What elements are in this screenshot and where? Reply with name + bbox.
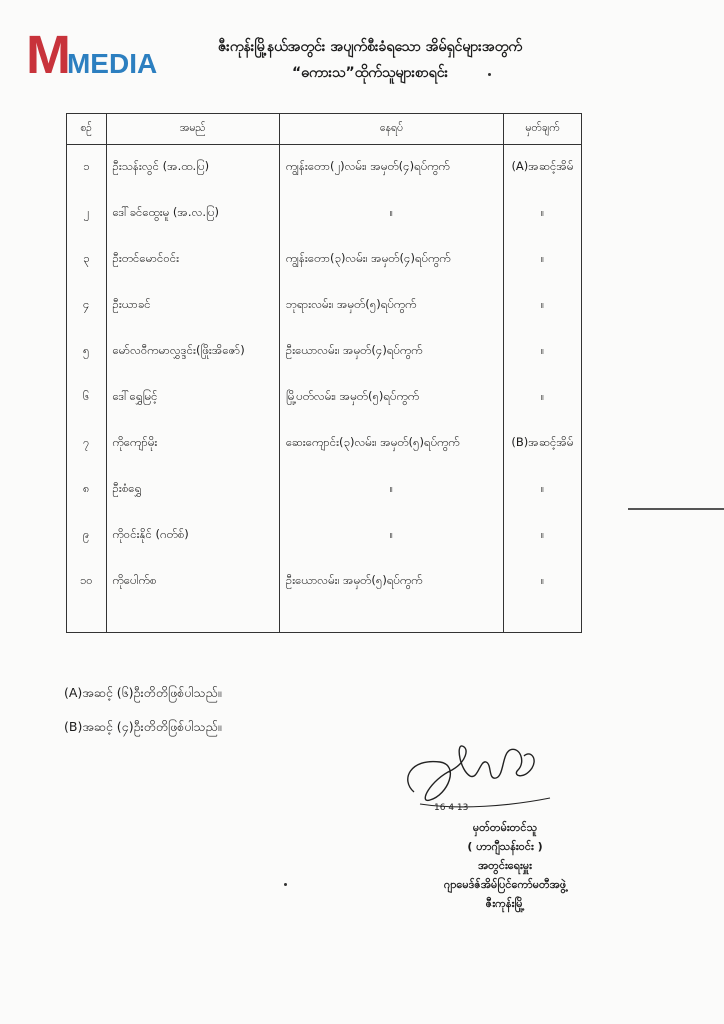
scan-edge-mark [628,508,724,510]
row-name: ကိုပေါက်စ [106,559,279,605]
row-remark: ။ [503,191,581,237]
empty-cell [67,605,107,633]
row-name: ဒေါ်ရွှေမြင့် [106,375,279,421]
handwritten-signature [400,740,610,816]
row-remark: ။ [503,329,581,375]
table-filler-row [67,605,582,633]
row-address: မြို့ပတ်လမ်း၊ အမှတ်(၅)ရပ်ကွက် [279,375,503,421]
roster-table [66,113,582,633]
table-row [67,421,582,467]
note-b: (B)အဆင့် (၄)ဦးတိတိဖြစ်ပါသည်။ [64,719,222,734]
row-address: ။ [279,513,503,559]
row-address: ဦးယောလမ်း၊ အမှတ်(၅)ရပ်ကွက် [279,559,503,605]
row-name: မော်လဝီကမာလွှဒ္ဒင်း(ဖြိုးအိ‌ဇော်) [106,329,279,375]
table-row [67,467,582,513]
table-row [67,283,582,329]
signatory-line-1: မှတ်တမ်းတင်သူ [472,821,538,834]
row-name: ကိုဝင်းနိုင် (ဂတ်စ်) [106,513,279,559]
logo-letter-m: M [26,25,69,85]
row-remark: ။ [503,513,581,559]
table-row [67,513,582,559]
table-row [67,237,582,283]
document-title [110,34,630,86]
row-name: ဦးတင်မောင်ဝင်း [106,237,279,283]
empty-cell [503,605,581,633]
signatory-line-5: ဇီးကုန်းမြို့ [485,897,525,910]
table-row [67,559,582,605]
empty-cell [279,605,503,633]
notes [64,676,222,744]
header-serial: စဉ် [67,114,107,145]
table-row [67,375,582,421]
row-serial: ၃ [67,237,107,283]
logo-text: MEDIA [66,48,158,79]
row-serial: ၁၀ [67,559,107,605]
title-line-2: “ဓကားသ”ထိုက်သူများစာရင်း [291,65,449,81]
row-name: ဦးစံရွှေ [106,467,279,513]
signature-date: 16 4 13 [434,803,469,813]
row-remark: (A)အဆင့်အိမ် [503,145,581,191]
table-row [67,145,582,191]
header-name: အမည် [106,114,279,145]
row-name: ဦးသန်းလွင် (အ.ထ.ပြ) [106,145,279,191]
table-row [67,329,582,375]
row-remark: ။ [503,237,581,283]
row-serial: ၄ [67,283,107,329]
row-serial: ၆ [67,375,107,421]
scan-dot [488,73,491,76]
row-remark: ။ [503,375,581,421]
row-remark: (B)အဆင့်အိမ် [503,421,581,467]
row-name: ကိုကျော်မိုး [106,421,279,467]
row-remark: ။ [503,559,581,605]
row-address: ကျွန်းတော(၂)လမ်း၊ အမှတ်(၄)ရပ်ကွက် [279,145,503,191]
empty-cell [106,605,279,633]
row-address: ဘုရားလမ်း၊ အမှတ်(၅)ရပ်ကွက် [279,283,503,329]
row-serial: ၉ [67,513,107,559]
row-serial: ၂ [67,191,107,237]
header-remark: မှတ်ချက် [503,114,581,145]
table-header-row [67,114,582,145]
row-address: ဦးယောလမ်း၊ အမှတ်(၄)ရပ်ကွက် [279,329,503,375]
signatory-line-3: အတွင်းရေးမှူး [478,859,532,872]
row-serial: ၇ [67,421,107,467]
signatory-block [380,818,630,913]
row-serial: ၅ [67,329,107,375]
row-remark: ။ [503,467,581,513]
note-a: (A)အဆင့် (၆)ဦးတိတိဖြစ်ပါသည်။ [64,685,222,700]
row-name: ဦးယာခင် [106,283,279,329]
row-name: ဒေါ်ခင်ထွေးမူ (အ.လ.ပြ) [106,191,279,237]
signatory-line-2: ( ဟာဂျီသန်းဝင်း ) [467,840,543,853]
title-line-1: ဇီးကုန်းမြို့နယ်အတွင်း အပျက်စီးခံရသော အိမ်ရှင်များအတွက် [217,39,523,55]
table-body [67,145,582,633]
signatory-line-4: ဂျာမေဒ်ဇ်အိမ်ပြင်ကော်မတီအဖွဲ့ [443,878,567,891]
row-address: ကျွန်းတော(၃)လမ်း၊ အမှတ်(၄)ရပ်ကွက် [279,237,503,283]
header-address: နေရပ် [279,114,503,145]
scan-dot [284,883,287,886]
row-remark: ။ [503,283,581,329]
row-serial: ၁ [67,145,107,191]
row-address: ။ [279,467,503,513]
row-address: ဆေးကျောင်း(၃)လမ်း၊ အမှတ်(၅)ရပ်ကွက် [279,421,503,467]
row-serial: ၈ [67,467,107,513]
row-address: ။ [279,191,503,237]
table-row [67,191,582,237]
